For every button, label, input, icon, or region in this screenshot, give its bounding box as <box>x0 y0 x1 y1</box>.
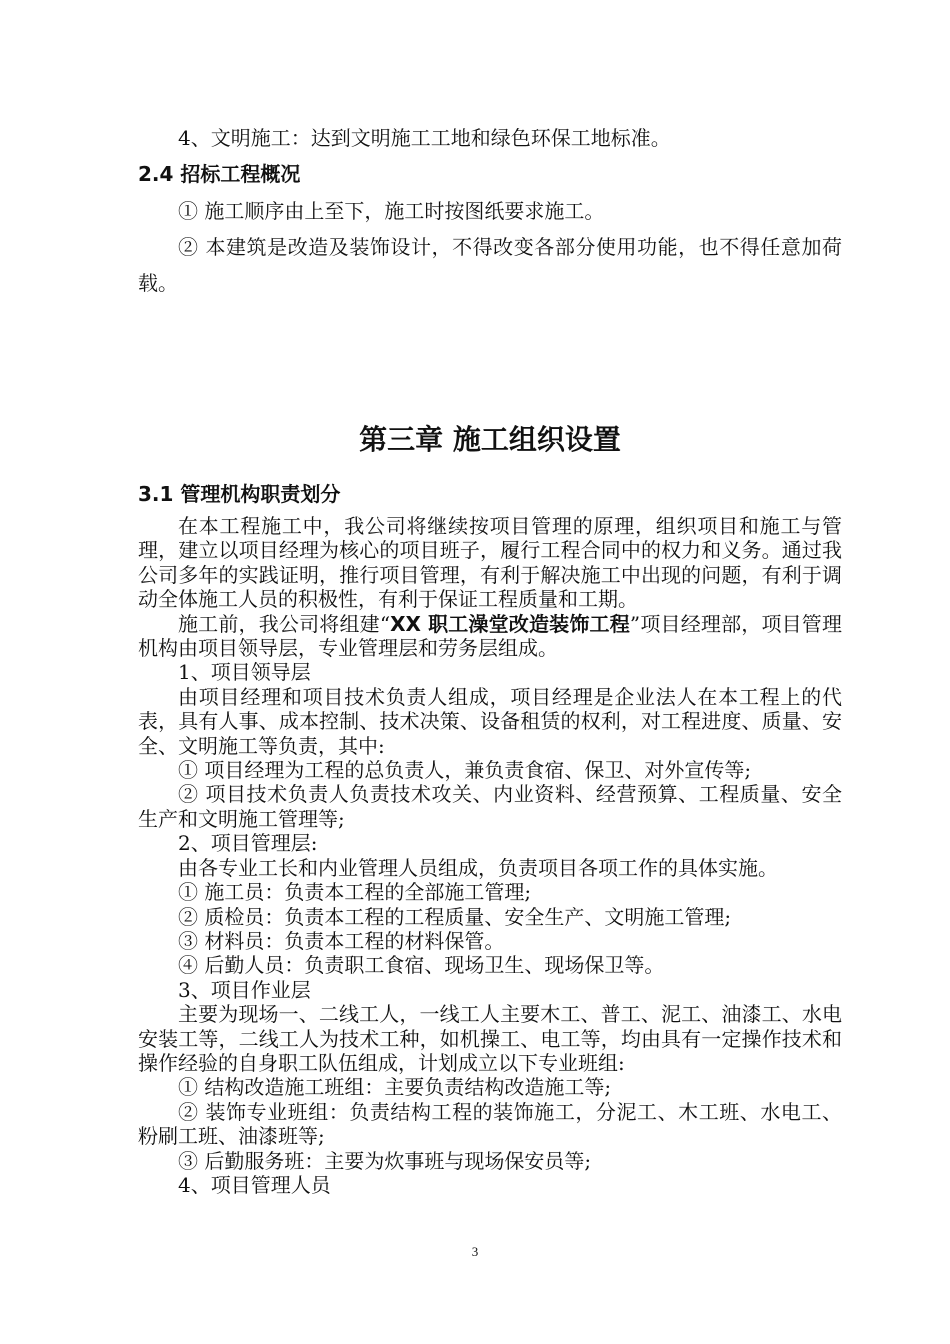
heading-management-layer: 2、项目管理层: <box>178 831 318 856</box>
list-item-structure-team: ① 结构改造施工班组：主要负责结构改造施工等; <box>178 1075 612 1100</box>
list-item-service-team: ③ 后勤服务班：主要为炊事班与现场保安员等; <box>178 1148 592 1173</box>
list-item-decoration-team: ② 装饰专业班组：负责结构工程的装饰施工，分泥工、木工班、水电工、粉刷工班、油漆班等; <box>138 1099 842 1149</box>
list-item-technical-lead: ② 项目技术负责人负责技术攻关、内业资料、经营预算、工程质量、安全生产和文明施工管理等; <box>138 782 842 831</box>
list-item-logistics-staff: ④ 后勤人员：负责职工食宿、现场卫生、现场保卫等。 <box>178 953 665 978</box>
paragraph-work-layer-desc: 主要为现场一、二线工人，一线工人主要木工、普工、泥工、油漆工、水电安装工等，二线工人为技术工种，如机操工、电工等，均由具有一定操作技术和操作经验的自身职工队伍组成，计划成立以下专业班组: <box>138 1002 842 1075</box>
heading-work-layer: 3、项目作业层 <box>178 977 311 1002</box>
section-heading-2-4: 2.4 招标工程概况 <box>138 162 301 186</box>
paragraph-management-desc: 由各专业工长和内业管理人员组成，负责项目各项工作的具体实施。 <box>178 855 778 880</box>
heading-project-leadership: 1、项目领导层 <box>178 660 311 685</box>
list-item-project-manager: ① 项目经理为工程的总负责人，兼负责食宿、保卫、对外宣传等; <box>178 758 752 783</box>
page-number: 3 <box>471 1244 479 1259</box>
paragraph-civilized-construction: 4、文明施工：达到文明施工工地和绿色环保工地标准。 <box>178 126 671 150</box>
project-name: XX 职工澡堂改造装饰工程 <box>390 611 630 636</box>
chapter-title: 第三章 施工组织设置 <box>359 423 621 456</box>
list-item-quality-inspector: ② 质检员：负责本工程的工程质量、安全生产、文明施工管理; <box>178 904 732 929</box>
paragraph-project-setup <box>138 612 842 661</box>
heading-management-staff: 4、项目管理人员 <box>178 1172 331 1197</box>
list-item-material-officer: ③ 材料员：负责本工程的材料保管。 <box>178 928 505 953</box>
setup-text-before: 施工前，我公司将组建“ <box>178 611 391 636</box>
paragraph-intro: 在本工程施工中，我公司将继续按项目管理的原理，组织项目和施工与管理，建立以项目经理为核心的项目班子，履行工程合同中的权力和义务。通过我公司多年的实践证明，推行项目管理，有利于解决施工中出现的问题，有利于调动全体施工人员的积极性，有利于保证工程质量和工期。 <box>138 514 842 612</box>
paragraph-no-change-function: ② 本建筑是改造及装饰设计，不得改变各部分使用功能，也不得任意加荷载。 <box>138 235 842 295</box>
list-item-construction-officer: ① 施工员：负责本工程的全部施工管理; <box>178 880 532 905</box>
paragraph-construction-order: ① 施工顺序由上至下，施工时按图纸要求施工。 <box>178 199 605 223</box>
setup-text-after: ”项目经理部，项目管理机构由项目领导层，专业管理层和劳务层组成。 <box>138 611 842 661</box>
paragraph-leadership-desc: 由项目经理和项目技术负责人组成，项目经理是企业法人在本工程上的代表，具有人事、成本控制、技术决策、设备租赁的权利，对工程进度、质量、安全、文明施工等负责，其中: <box>138 684 842 758</box>
section-3-1-body <box>138 514 842 1197</box>
section-heading-3-1: 3.1 管理机构职责划分 <box>138 482 341 506</box>
